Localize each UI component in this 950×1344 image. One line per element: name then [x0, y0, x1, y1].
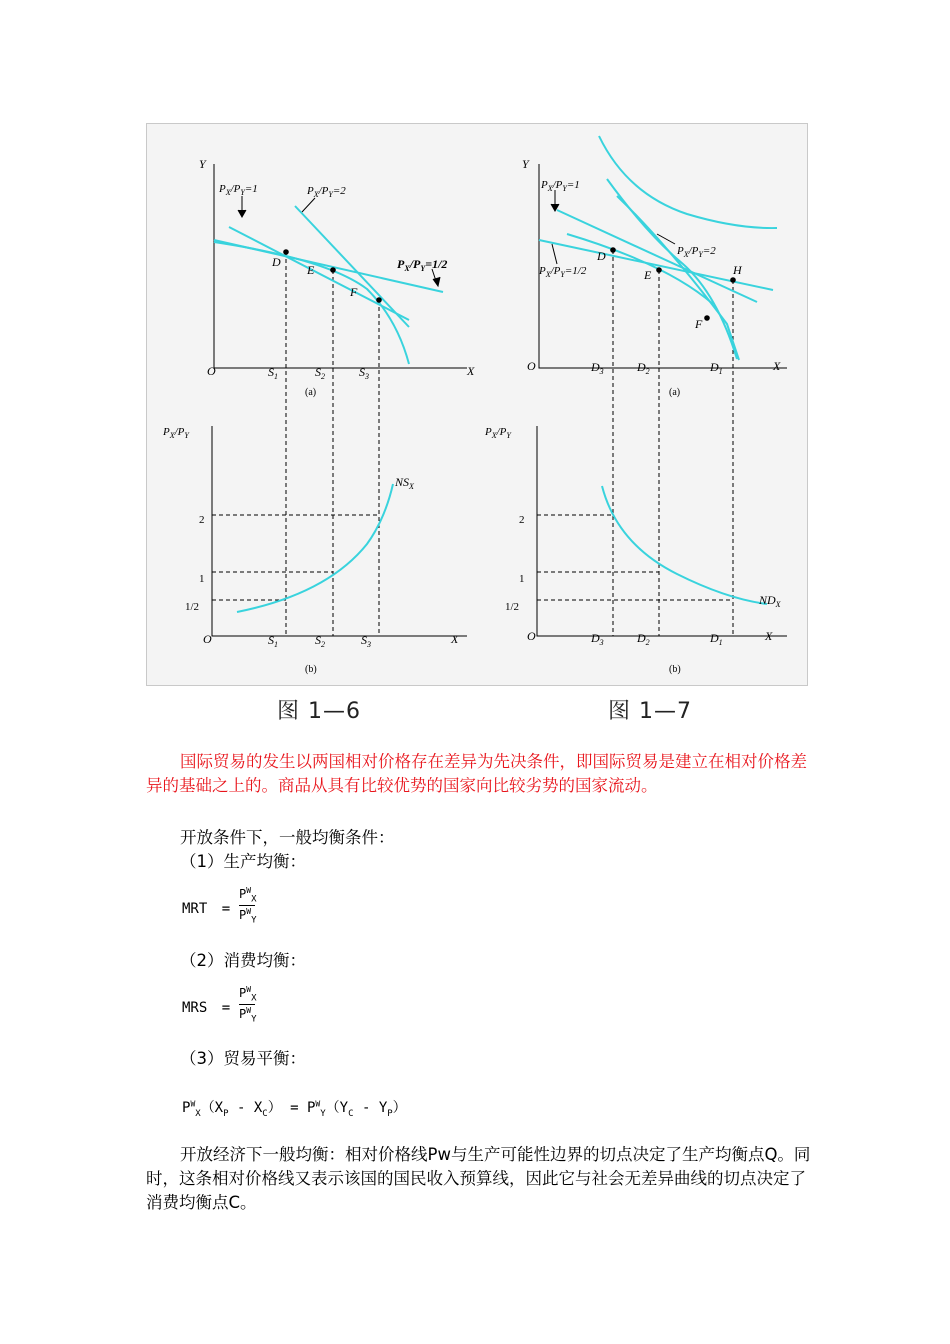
trade-balance-formula: $P^W_X(X_P - X_C) = P^W_Y(Y_C - Y_P)$ [182, 1099, 407, 1119]
right-tick-1: 1 [519, 573, 525, 585]
left-top-panel-label: (a) [305, 387, 317, 398]
ns-curve [237, 484, 393, 612]
right-tick-d2: $D_2$ [637, 360, 650, 376]
left-tick-s2: $S_2$ [315, 365, 325, 381]
figure-box [146, 123, 808, 686]
right-bottom-y-label: $P_X/P_Y$ [485, 426, 511, 440]
point-f-left [376, 297, 382, 303]
point-e-right [656, 267, 662, 273]
left-ppf [214, 242, 409, 364]
left-bottom-tick-s1: $S_1$ [268, 633, 278, 649]
mrt-formula [182, 901, 230, 917]
right-point-d-label: D [597, 249, 606, 263]
left-bottom-origin: O [203, 632, 212, 646]
left-point-f-label: F [350, 285, 358, 299]
left-point-d-label: D [272, 255, 281, 269]
economics-diagram [147, 124, 809, 687]
right-tick-d1: $D_1$ [710, 360, 723, 376]
right-tick-2: 2 [519, 514, 525, 526]
caption-fig-1-7: 图 1—7 [608, 699, 692, 724]
left-top-y-label: Y [199, 157, 206, 171]
caption-fig-1-6: 图 1—6 [277, 699, 361, 724]
open-conditions-heading: 开放条件下，一般均衡条件： [180, 828, 395, 847]
right-point-h-label: H [733, 263, 742, 277]
left-tick-2: 2 [199, 514, 205, 526]
left-top-origin: O [207, 364, 216, 378]
point-h-right [730, 277, 736, 283]
right-bottom-x-label: X [765, 629, 773, 643]
point-d-left [283, 249, 289, 255]
right-tick-d3: $D_3$ [591, 360, 604, 376]
closing-paragraph: 开放经济下一般均衡：相对价格线Pw与生产可能性边界的切点决定了生产均衡点Q。同时，这条相对价格线又表示该国的国民收入预算线，因此它与社会无差异曲线的切点决定了消费均衡点C。 [146, 1145, 811, 1212]
left-bottom-x-label: X [451, 632, 459, 646]
right-label-price2: $P_X/P_Y=2$ [677, 245, 716, 259]
right-point-f-label: F [695, 317, 703, 331]
left-tick-s1: $S_1$ [268, 365, 278, 381]
right-bottom-tick-d3: $D_3$ [591, 631, 604, 647]
mrs-eq: = [221, 1000, 231, 1016]
item-trade-balance: （3）贸易平衡： [180, 1049, 306, 1068]
item-consumption-equilibrium: （2）消费均衡： [180, 951, 306, 970]
right-bottom-tick-d2: $D_2$ [637, 631, 650, 647]
left-bottom-tick-s3: $S_3$ [361, 633, 371, 649]
left-label-price1: $P_X/P_Y=1$ [219, 183, 258, 197]
left-point-e-label: E [307, 263, 315, 277]
left-bottom-panel-label: (b) [305, 664, 317, 675]
right-label-price1: $P_X/P_Y=1$ [541, 179, 580, 193]
right-top-panel-label: (a) [669, 387, 681, 398]
right-tick-half: 1/2 [505, 601, 520, 613]
right-indifference-high [599, 136, 777, 228]
right-bottom-axes [537, 426, 787, 636]
right-bottom-tick-d1: $D_1$ [710, 631, 723, 647]
left-tick-1: 1 [199, 573, 205, 585]
ns-label: $NS_X$ [395, 475, 414, 491]
highlight-paragraph: 国际贸易的发生以两国相对价格存在差异为先决条件，即国际贸易是建立在相对价格差异的基础之上的。商品从具有比较优势的国家向比较劣势的国家流动。 [146, 752, 807, 795]
mrs-formula [182, 1000, 230, 1016]
right-point-e-label: E [644, 268, 652, 282]
right-top-y-label: Y [522, 157, 529, 171]
mrt-fraction: $P^W_X$ $P^W_Y$ [239, 886, 257, 926]
item-production-equilibrium: （1）生产均衡： [180, 852, 306, 871]
left-tick-s3: $S_3$ [359, 365, 369, 381]
right-label-price-half: $P_X/P_Y=1/2$ [539, 265, 587, 279]
left-label-price2: $P_X/P_Y=2$ [307, 185, 346, 199]
left-label-price-half: $P_X/P_Y=1/2$ [397, 257, 448, 273]
trade-eq: = [290, 1100, 299, 1116]
point-f-right [704, 315, 710, 321]
left-bottom-y-label: $P_X/P_Y$ [163, 426, 189, 440]
mrt-eq: = [221, 901, 231, 917]
point-e-left [330, 267, 336, 273]
nd-curve [602, 486, 767, 604]
right-top-origin: O [527, 359, 536, 373]
nd-label: $ND_X$ [759, 593, 781, 609]
mrt-lhs: MRT [182, 901, 208, 917]
point-d-right [610, 247, 616, 253]
mrs-fraction: $P^W_X$ $P^W_Y$ [239, 985, 257, 1025]
left-bottom-axes [212, 426, 467, 636]
right-bottom-panel-label: (b) [669, 664, 681, 675]
left-top-x-label: X [467, 364, 475, 378]
left-tick-half: 1/2 [185, 601, 200, 613]
right-bottom-origin: O [527, 629, 536, 643]
right-top-x-label: X [773, 359, 781, 373]
mrs-lhs: MRS [182, 1000, 208, 1016]
left-bottom-tick-s2: $S_2$ [315, 633, 325, 649]
